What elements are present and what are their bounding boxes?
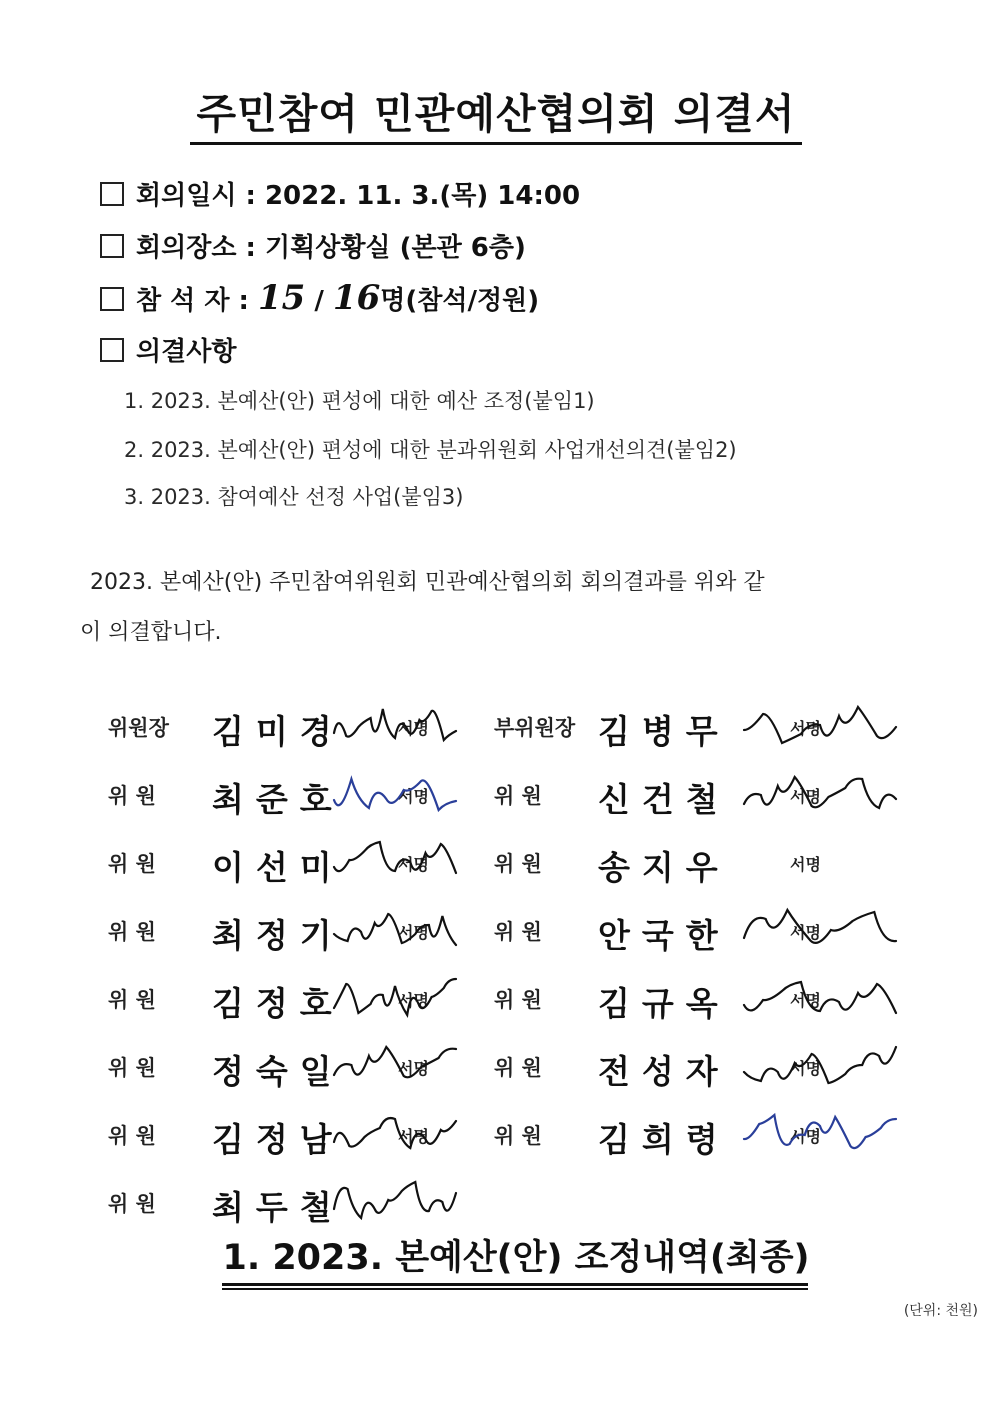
- sign-tag: 서명: [790, 855, 821, 874]
- sign-tag: 서명: [398, 1127, 429, 1146]
- member-name: 안국한: [598, 916, 730, 955]
- sign-tag: 서명: [790, 787, 821, 806]
- handwritten-signature: [740, 900, 900, 960]
- sign-tag: 서명: [790, 1059, 821, 1078]
- meeting-attendees: [100, 280, 539, 319]
- meeting-date-text: 회의일시 : 2022. 11. 3.(목) 14:00: [136, 181, 581, 211]
- handwritten-signature: [330, 968, 460, 1028]
- handwritten-signature: [740, 968, 900, 1028]
- sign-tag: 서명: [790, 991, 821, 1010]
- sign-tag: 서명: [398, 991, 429, 1010]
- member-role: 위 원: [108, 1055, 156, 1080]
- handwritten-signature: [740, 1104, 900, 1164]
- unit-label: (단위: 천원): [903, 1303, 978, 1319]
- attendees-label: 참 석 자 :: [136, 286, 249, 316]
- member-name: 최정기: [212, 916, 344, 955]
- handwritten-signature: [740, 696, 900, 756]
- handwritten-signature: [330, 832, 460, 892]
- member-role: 위 원: [108, 1191, 156, 1216]
- sign-tag: 서명: [790, 719, 821, 738]
- member-role: 위 원: [108, 783, 156, 808]
- member-role: 위 원: [494, 851, 542, 876]
- member-role: 위 원: [494, 783, 542, 808]
- member-name: 전성자: [598, 1052, 730, 1091]
- member-role: 위 원: [494, 987, 542, 1012]
- document-title: [0, 88, 992, 140]
- resolutions-heading: [100, 334, 236, 370]
- member-role: 위 원: [108, 851, 156, 876]
- resolutions-label: 의결사항: [136, 337, 237, 367]
- handwritten-signature: [330, 696, 460, 756]
- section-title-underline: [222, 1288, 808, 1290]
- member-name: 김병무: [598, 712, 730, 751]
- member-name: 김정호: [212, 984, 344, 1023]
- member-role: 위 원: [494, 1123, 542, 1148]
- attendees-suffix: 명(참석/정원): [380, 286, 540, 316]
- sign-tag: 서명: [398, 923, 429, 942]
- sign-tag: 서명: [398, 787, 429, 806]
- checkbox-square-icon: [100, 338, 124, 362]
- member-name: 신건철: [598, 780, 730, 819]
- sign-tag: 서명: [790, 1127, 821, 1146]
- member-name: 김희령: [598, 1120, 730, 1159]
- handwritten-signature: [330, 900, 460, 960]
- handwritten-signature: [330, 1104, 460, 1164]
- handwritten-signature: [330, 764, 460, 824]
- handwritten-signature: [740, 764, 900, 824]
- document-title-text: 주민참여 민관예산협의회 의결서: [190, 90, 801, 145]
- handwritten-signature: [330, 1172, 460, 1232]
- handwritten-signature: [740, 1036, 900, 1096]
- checkbox-square-icon: [100, 287, 124, 311]
- handwritten-signature: [330, 1036, 460, 1096]
- sign-tag: 서명: [398, 1059, 429, 1078]
- checkbox-square-icon: [100, 234, 124, 258]
- member-role: 위 원: [108, 1123, 156, 1148]
- section-title-underline: [222, 1283, 808, 1286]
- statement-line-1: 2023. 본예산(안) 주민참여위원회 민관예산협의회 회의결과를 위와 같: [90, 570, 765, 595]
- member-name: 이선미: [212, 848, 344, 887]
- resolution-item: 2. 2023. 본예산(안) 편성에 대한 분과위원회 사업개선의견(붙임2): [124, 438, 737, 462]
- statement-line-2: 이 의결합니다.: [80, 620, 222, 645]
- member-role: 위 원: [494, 919, 542, 944]
- member-role: 부위원장: [494, 715, 576, 740]
- resolution-item: 1. 2023. 본예산(안) 편성에 대한 예산 조정(붙임1): [124, 389, 595, 413]
- sign-tag: 서명: [398, 855, 429, 874]
- member-role: 위 원: [494, 1055, 542, 1080]
- meeting-place-text: 회의장소 : 기획상황실 (본관 6층): [136, 233, 526, 263]
- member-name: 김미경: [212, 712, 344, 751]
- member-role: 위 원: [108, 919, 156, 944]
- meeting-date: [100, 178, 580, 214]
- resolution-item: 3. 2023. 참여예산 선정 사업(붙임3): [124, 485, 464, 509]
- member-name: 김규옥: [598, 984, 730, 1023]
- member-name: 최두철: [212, 1188, 344, 1227]
- attended-count: 15: [257, 278, 306, 318]
- capacity-count: 16: [332, 278, 381, 318]
- member-name: 최준호: [212, 780, 344, 819]
- member-name: 정숙일: [212, 1052, 344, 1091]
- checkbox-square-icon: [100, 182, 124, 206]
- attendees-separator: /: [314, 286, 324, 316]
- member-name: 김정남: [212, 1120, 344, 1159]
- sign-tag: 서명: [398, 719, 429, 738]
- section-title: 1. 2023. 본예산(안) 조정내역(최종): [222, 1238, 810, 1278]
- meeting-place: [100, 230, 526, 266]
- member-role: 위 원: [108, 987, 156, 1012]
- member-name: 송지우: [598, 848, 730, 887]
- member-role: 위원장: [108, 715, 169, 740]
- sign-tag: 서명: [790, 923, 821, 942]
